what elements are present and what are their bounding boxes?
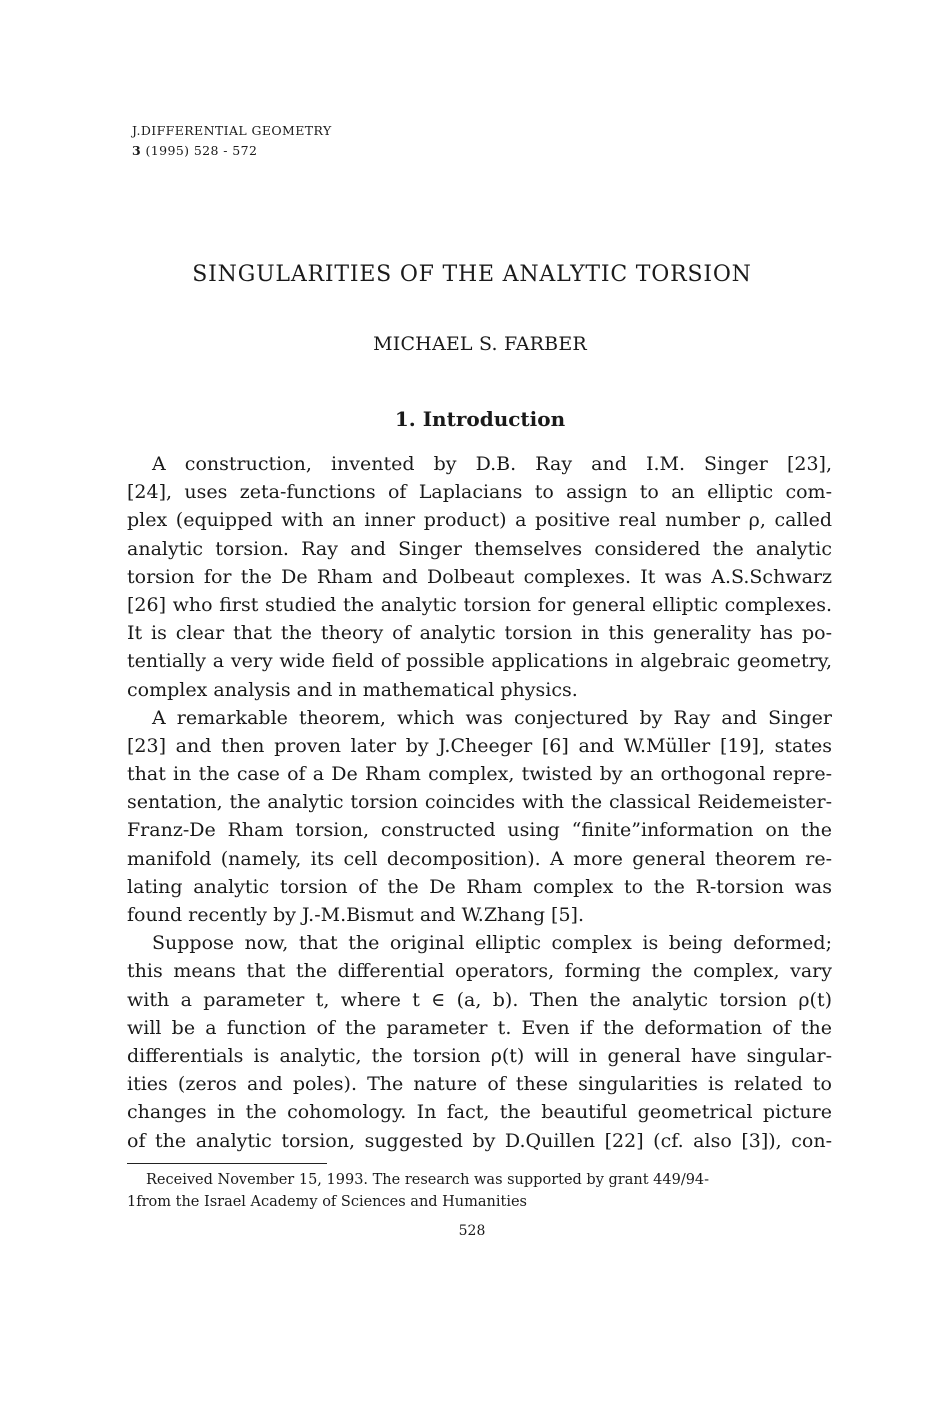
body-line: that in the case of a De Rham complex, twisted by an orthogonal repre- (127, 763, 832, 786)
footnote-line: 1from the Israel Academy of Sciences and Humanities (127, 1194, 527, 1210)
body-line: [23] and then proven later by J.Cheeger [6] and W.Müller [19], states (127, 734, 832, 757)
body-line: A construction, invented by D.B. Ray and I.M. Singer [23], (152, 453, 832, 475)
body-line: changes in the cohomology. In fact, the beautiful geometrical picture (127, 1101, 832, 1124)
body-line: of the analytic torsion, suggested by D.Quillen [22] (cf. also [3]), con- (127, 1129, 832, 1152)
body-line: complex analysis and in mathematical physics. (127, 678, 578, 701)
body-line: plex (equipped with an inner product) a positive real number ρ, called (127, 509, 832, 532)
body-line: lating analytic torsion of the De Rham complex to the R-torsion was (127, 875, 832, 898)
paper-title: SINGULARITIES OF THE ANALYTIC TORSION (192, 262, 752, 287)
body-line: this means that the differential operators, forming the complex, vary (127, 960, 832, 983)
body-line: Suppose now, that the original elliptic complex is being deformed; (152, 932, 832, 955)
page-number: 528 (458, 1223, 486, 1239)
body-line: differentials is analytic, the torsion ρ(t) will in general have singular- (127, 1044, 832, 1067)
footnote-rule (127, 1163, 327, 1164)
body-line: A remarkable theorem, which was conjectured by Ray and Singer (152, 706, 832, 729)
body-line: will be a function of the parameter t. Even if the deformation of the (127, 1016, 832, 1039)
body-line: Franz-De Rham torsion, constructed using “finite”information on the (127, 819, 832, 842)
footnote (127, 1169, 832, 1213)
body-line: It is clear that the theory of analytic torsion in this generality has po- (127, 622, 832, 645)
body-text (127, 450, 832, 1155)
journal-volume-line (132, 141, 332, 161)
body-line: with a parameter t, where t ∈ (a, b). Then the analytic torsion ρ(t) (127, 988, 832, 1011)
footnote-line: Received November 15, 1993. The research was supported by grant 449/94- (146, 1172, 710, 1188)
body-line: [26] who first studied the analytic torsion for general elliptic complexes. (127, 593, 832, 616)
volume-number: 3 (132, 143, 142, 158)
body-line: found recently by J.-M.Bismut and W.Zhang [5]. (127, 904, 585, 926)
body-line: torsion for the De Rham and Dolbeaut complexes. It was A.S.Schwarz (127, 565, 832, 588)
author-name: MICHAEL S. FARBER (373, 333, 587, 355)
body-line: tentially a very wide field of possible applications in algebraic geometry, (127, 650, 832, 673)
body-line: sentation, the analytic torsion coincides with the classical Reidemeister- (127, 791, 832, 814)
body-line: [24], uses zeta-functions of Laplacians to assign to an elliptic com- (127, 481, 832, 504)
journal-header (132, 121, 332, 161)
body-line: manifold (namely, its cell decomposition). A more general theorem re- (127, 847, 832, 870)
body-line: ities (zeros and poles). The nature of these singularities is related to (127, 1073, 832, 1096)
journal-name: J.DIFFERENTIAL GEOMETRY (132, 123, 332, 138)
section-heading: 1. Introduction (394, 407, 566, 431)
body-line: analytic torsion. Ray and Singer themselves considered the analytic (127, 537, 832, 560)
issue-pages: (1995) 528 - 572 (145, 143, 258, 158)
